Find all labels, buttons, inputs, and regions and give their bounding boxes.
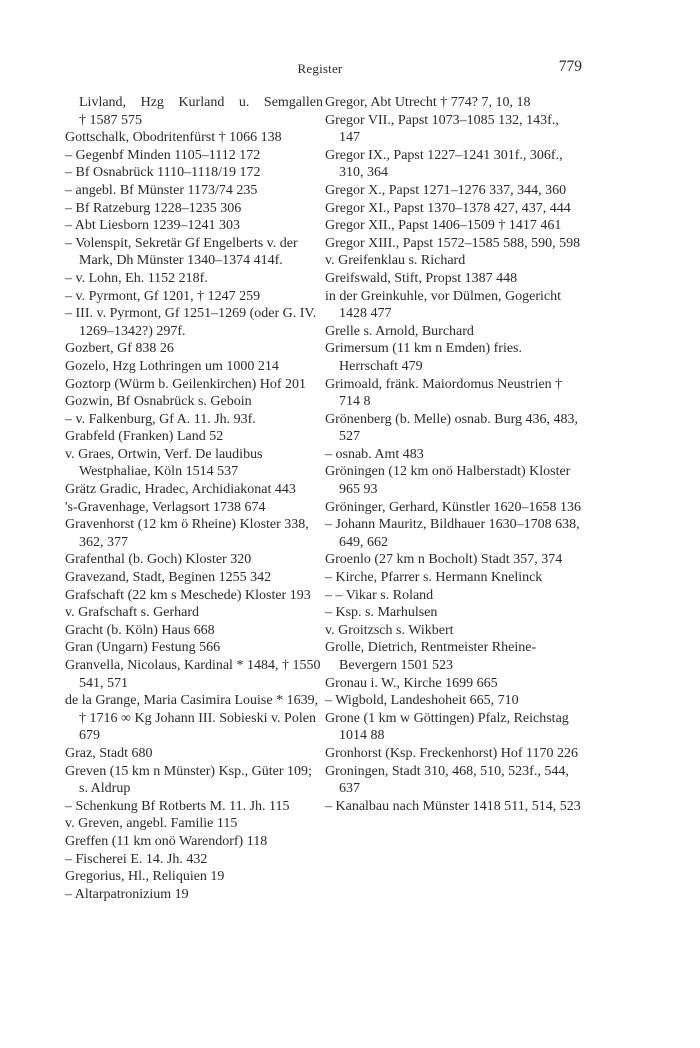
index-entry: – Volenspit, Sekretär Gf Engelberts v. der Mark, Dh Münster 1340–1374 414f. — [65, 235, 298, 269]
index-entry: – v. Lohn, Eh. 1152 218f. — [65, 270, 208, 286]
index-entry: Gronau i. W., Kirche 1699 665 — [325, 675, 498, 691]
index-entry: Gozelo, Hzg Lothringen um 1000 214 — [65, 358, 279, 374]
index-entry: – Abt Liesborn 1239–1241 303 — [65, 218, 240, 234]
index-entry: Grönenberg (b. Melle) osnab. Burg 436, 483, 527 — [325, 411, 578, 445]
index-entry: Greifswald, Stift, Propst 1387 448 — [325, 270, 518, 286]
index-entry: Gravezand, Stadt, Beginen 1255 342 — [65, 570, 272, 586]
index-entry: Gravenhorst (12 km ö Rheine) Kloster 338, 362, 377 — [65, 517, 309, 550]
index-entry: Grolle, Dietrich, Rentmeister Rheine-Bevergern 1501 523 — [325, 640, 537, 673]
index-entry: Gregor, Abt Utrecht † 774? 7, 10, 18 — [325, 95, 531, 110]
index-entry: † 1587 575 — [79, 112, 142, 128]
index-entry: Gronhorst (Ksp. Freckenhorst) Hof 1170 226 — [325, 745, 578, 761]
index-entry: Gregor XIII., Papst 1572–1585 588, 590, 598 — [325, 235, 581, 251]
index-entry: – osnab. Amt 483 — [325, 446, 424, 462]
index-entry: v. Greven, angebl. Familie 115 — [65, 816, 238, 832]
index-entry: – Bf Osnabrück 1110–1118/19 172 — [65, 165, 261, 181]
index-entry: Goztorp (Würm b. Geilenkirchen) Hof 201 — [65, 376, 307, 392]
index-entry: v. Groitzsch s. Wikbert — [325, 622, 454, 638]
index-entry: Granvella, Nicolaus, Kardinal * 1484, † 1550 541, 571 — [65, 658, 321, 691]
index-entry: Groenlo (27 km n Bocholt) Stadt 357, 374 — [325, 552, 563, 568]
index-entry: – Bf Ratzeburg 1228–1235 306 — [65, 200, 242, 216]
index-entry: Grimoald, fränk. Maiordomus Neustrien † 714 8 — [325, 376, 563, 410]
index-entry: Grone (1 km w Göttingen) Pfalz, Reichstag 1014 88 — [325, 710, 569, 744]
page-number: 779 — [558, 58, 582, 75]
index-entry: Grabfeld (Franken) Land 52 — [65, 429, 224, 445]
index-entry: Gran (Ungarn) Festung 566 — [65, 640, 221, 656]
index-entry: Gozbert, Gf 838 26 — [65, 341, 174, 357]
index-entry: – Altarpatronizium 19 — [65, 886, 189, 902]
index-entry: v. Greifenklau s. Richard — [325, 253, 466, 269]
index-entry: v. Graes, Ortwin, Verf. De laudibus Westphaliae, Köln 1514 537 — [65, 446, 263, 480]
index-entry: Grafschaft (22 km s Meschede) Kloster 193 — [65, 587, 311, 603]
index-entry: Greven (15 km n Münster) Ksp., Güter 109; s. Aldrup — [65, 763, 312, 797]
index-entry: Gottschalk, Obodritenfürst † 1066 138 — [65, 130, 282, 146]
index-entry: – Johann Mauritz, Bildhauer 1630–1708 638, 649, 662 — [325, 517, 580, 550]
index-entry: in der Greinkuhle, vor Dülmen, Gogericht 1428 477 — [325, 288, 561, 322]
index-entry: – III. v. Pyrmont, Gf 1251–1269 (oder G. IV. 1269–1342?) 297f. — [65, 306, 317, 339]
index-entry: Gregor XI., Papst 1370–1378 427, 437, 444 — [325, 200, 571, 216]
index-entry: – v. Falkenburg, Gf A. 11. Jh. 93f. — [65, 411, 256, 427]
index-entry: Grätz Gradic, Hradec, Archidiakonat 443 — [65, 482, 296, 498]
index-entry: – Wigbold, Landeshoheit 665, 710 — [325, 693, 519, 709]
index-entry: Gracht (b. Köln) Haus 668 — [65, 622, 215, 638]
index-entry: Grimersum (11 km n Emden) fries. Herrschaft 479 — [325, 341, 522, 374]
index-entry: v. Grafschaft s. Gerhard — [65, 605, 199, 621]
index-entry: – v. Pyrmont, Gf 1201, † 1247 259 — [65, 288, 261, 304]
index-entry: – Gegenbf Minden 1105–1112 172 — [65, 147, 261, 163]
running-header: Register — [297, 61, 343, 76]
index-entry: Gregor XII., Papst 1406–1509 † 1417 461 — [325, 218, 562, 234]
index-entry: Grelle s. Arnold, Burchard — [325, 323, 474, 339]
index-entry: Groningen, Stadt 310, 468, 510, 523f., 544, 637 — [325, 763, 569, 797]
index-entry: Graz, Stadt 680 — [65, 745, 153, 761]
index-entry: – Kirche, Pfarrer s. Hermann Knelinck — [325, 570, 543, 586]
left-index-column — [65, 94, 323, 903]
index-entry: – Fischerei E. 14. Jh. 432 — [65, 851, 208, 867]
index-entry: Gregor X., Papst 1271–1276 337, 344, 360 — [325, 182, 567, 198]
index-entry: Gregorius, Hl., Reliquien 19 — [65, 869, 225, 885]
index-entry: Gregor IX., Papst 1227–1241 301f., 306f., 310, 364 — [325, 147, 563, 181]
index-entry: – Schenkung Bf Rotberts M. 11. Jh. 115 — [65, 798, 290, 814]
index-entry: Gregor VII., Papst 1073–1085 132, 143f., 147 — [325, 112, 559, 146]
index-entry: – – Vikar s. Roland — [325, 587, 434, 603]
index-entry: Livland, Hzg Kurland u. Semgallen — [79, 95, 323, 110]
index-entry: Gröninger, Gerhard, Künstler 1620–1658 136 — [325, 499, 582, 515]
index-entry: – Kanalbau nach Münster 1418 511, 514, 523 — [325, 798, 581, 814]
index-entry: – angebl. Bf Münster 1173/74 235 — [65, 182, 258, 198]
right-index-column — [325, 94, 583, 815]
index-entry: 's-Gravenhage, Verlagsort 1738 674 — [65, 499, 266, 515]
index-entry: – Ksp. s. Marhulsen — [325, 605, 438, 621]
index-entry: Greffen (11 km onö Warendorf) 118 — [65, 833, 268, 849]
index-entry: Gozwin, Bf Osnabrück s. Geboin — [65, 394, 252, 410]
index-entry: Grafenthal (b. Goch) Kloster 320 — [65, 552, 252, 568]
index-entry: Gröningen (12 km onö Halberstadt) Kloster 965 93 — [325, 464, 571, 498]
index-entry: de la Grange, Maria Casimira Louise * 1639, † 1716 ∞ Kg Johann III. Sobieski v. Polen 679 — [65, 693, 319, 744]
